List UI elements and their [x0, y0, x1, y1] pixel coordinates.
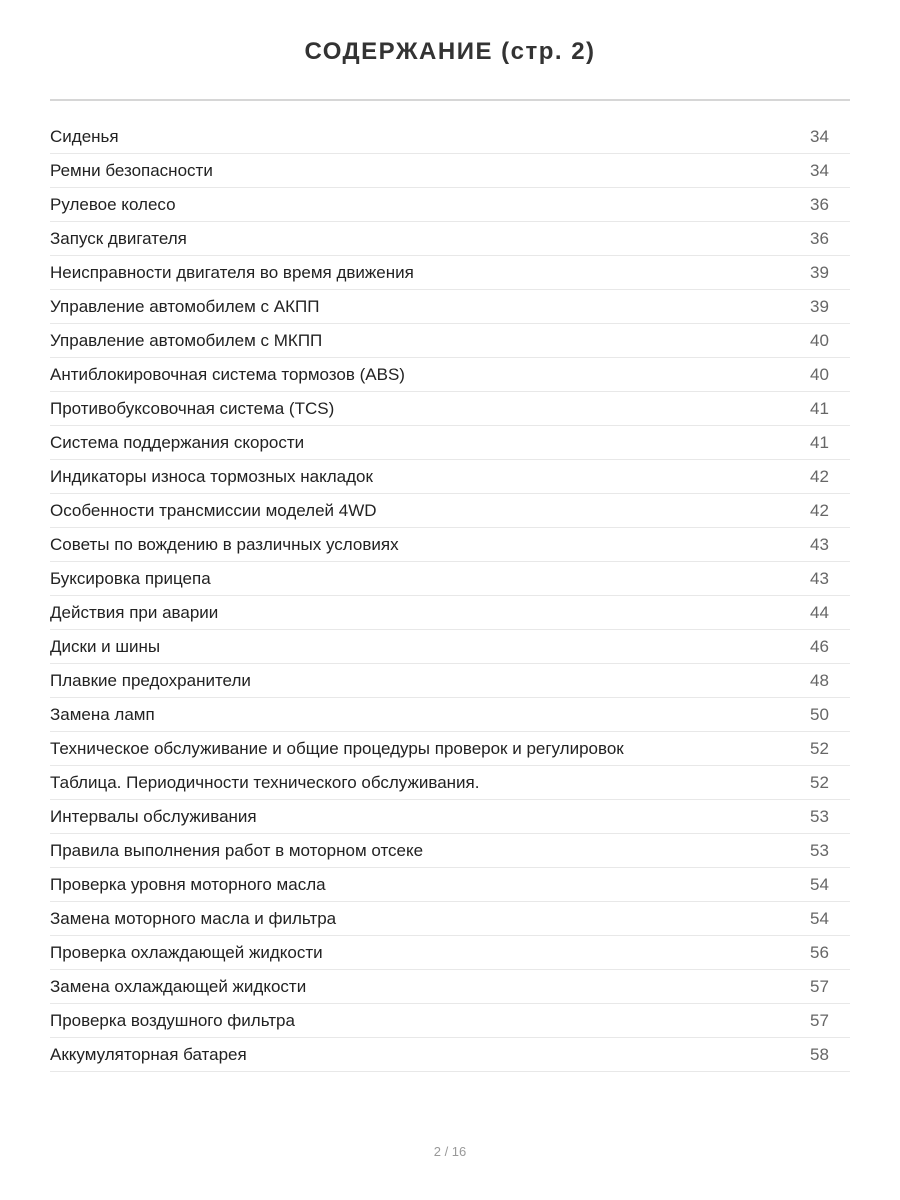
toc-entry-page: 57 — [810, 1010, 829, 1030]
toc-entry-title: Рулевое колесо — [50, 194, 176, 214]
toc-entry-title: Противобуксовочная система (TCS) — [50, 398, 335, 418]
toc-entry-page: 40 — [810, 330, 829, 350]
toc-entry-title: Буксировка прицепа — [50, 568, 211, 588]
toc-entry-page: 54 — [810, 908, 829, 928]
toc-entry-page: 52 — [810, 772, 829, 792]
toc-entry[interactable] — [50, 1004, 850, 1038]
toc-entry[interactable] — [50, 936, 850, 970]
toc-entry-page: 53 — [810, 840, 829, 860]
toc-entry[interactable] — [50, 358, 850, 392]
toc-entry[interactable] — [50, 290, 850, 324]
toc-entry-title: Управление автомобилем с МКПП — [50, 330, 323, 350]
toc-entry[interactable] — [50, 834, 850, 868]
toc-entry-page: 50 — [810, 704, 829, 724]
toc-entry-title: Диски и шины — [50, 636, 161, 656]
toc-entry-page: 43 — [810, 534, 829, 554]
toc-entry-title: Ремни безопасности — [50, 160, 213, 180]
toc-entry[interactable] — [50, 392, 850, 426]
toc-entry-title: Антиблокировочная система тормозов (ABS) — [50, 364, 405, 384]
toc-entry-page: 41 — [810, 432, 829, 452]
toc-entry[interactable] — [50, 766, 850, 800]
toc-entry-title: Проверка воздушного фильтра — [50, 1010, 295, 1030]
toc-entry-page: 39 — [810, 262, 829, 282]
toc-entry-page: 56 — [810, 942, 829, 962]
toc-entry[interactable] — [50, 970, 850, 1004]
table-of-contents — [50, 120, 850, 1072]
toc-entry-page: 34 — [810, 126, 829, 146]
toc-entry-page: 52 — [810, 738, 829, 758]
page-title: СОДЕРЖАНИЕ (стр. 2) — [304, 38, 596, 65]
toc-entry-title: Замена охлаждающей жидкости — [50, 976, 307, 996]
toc-entry-title: Сиденья — [50, 126, 119, 146]
toc-entry-title: Система поддержания скорости — [50, 432, 305, 452]
toc-entry-title: Неисправности двигателя во время движения — [50, 262, 414, 282]
toc-entry[interactable] — [50, 494, 850, 528]
toc-entry-page: 58 — [810, 1044, 829, 1064]
title-divider — [50, 99, 850, 101]
toc-entry-page: 39 — [810, 296, 829, 316]
toc-entry[interactable] — [50, 902, 850, 936]
toc-entry-title: Проверка охлаждающей жидкости — [50, 942, 323, 962]
toc-entry-page: 41 — [810, 398, 829, 418]
toc-entry[interactable] — [50, 256, 850, 290]
toc-entry[interactable] — [50, 664, 850, 698]
toc-entry[interactable] — [50, 188, 850, 222]
toc-entry[interactable] — [50, 324, 850, 358]
toc-entry-page: 42 — [810, 466, 829, 486]
toc-entry-page: 48 — [810, 670, 829, 690]
toc-entry[interactable] — [50, 1038, 850, 1072]
toc-entry-page: 46 — [810, 636, 829, 656]
toc-entry-page: 36 — [810, 194, 829, 214]
toc-entry[interactable] — [50, 222, 850, 256]
toc-entry-title: Правила выполнения работ в моторном отсеке — [50, 840, 424, 860]
toc-entry-title: Техническое обслуживание и общие процедуры проверок и регулировок — [50, 738, 624, 758]
toc-entry-page: 57 — [810, 976, 829, 996]
toc-entry[interactable] — [50, 120, 850, 154]
toc-entry-title: Действия при аварии — [50, 602, 219, 622]
page-number: 2 / 16 — [433, 1144, 467, 1159]
toc-entry-title: Проверка уровня моторного масла — [50, 874, 326, 894]
toc-entry[interactable] — [50, 596, 850, 630]
toc-entry[interactable] — [50, 698, 850, 732]
toc-entry[interactable] — [50, 528, 850, 562]
toc-entry-title: Плавкие предохранители — [50, 670, 251, 690]
toc-entry-page: 44 — [810, 602, 829, 622]
toc-entry[interactable] — [50, 732, 850, 766]
toc-entry-title: Советы по вождению в различных условиях — [50, 534, 399, 554]
toc-entry[interactable] — [50, 460, 850, 494]
toc-entry[interactable] — [50, 154, 850, 188]
toc-entry[interactable] — [50, 800, 850, 834]
toc-entry-title: Замена ламп — [50, 704, 155, 724]
toc-entry-title: Запуск двигателя — [50, 228, 187, 248]
toc-entry[interactable] — [50, 630, 850, 664]
toc-entry-page: 54 — [810, 874, 829, 894]
toc-entry-title: Особенности трансмиссии моделей 4WD — [50, 500, 377, 520]
toc-entry-title: Таблица. Периодичности технического обслуживания. — [50, 772, 480, 792]
toc-entry-title: Замена моторного масла и фильтра — [50, 908, 337, 928]
toc-entry-page: 42 — [810, 500, 829, 520]
toc-entry-title: Аккумуляторная батарея — [50, 1044, 247, 1064]
toc-entry-title: Индикаторы износа тормозных накладок — [50, 466, 373, 486]
toc-entry[interactable] — [50, 562, 850, 596]
toc-entry-title: Управление автомобилем с АКПП — [50, 296, 320, 316]
toc-entry[interactable] — [50, 868, 850, 902]
toc-entry-page: 40 — [810, 364, 829, 384]
toc-entry[interactable] — [50, 426, 850, 460]
toc-entry-page: 36 — [810, 228, 829, 248]
toc-entry-page: 53 — [810, 806, 829, 826]
toc-entry-page: 43 — [810, 568, 829, 588]
toc-entry-title: Интервалы обслуживания — [50, 806, 257, 826]
toc-entry-page: 34 — [810, 160, 829, 180]
